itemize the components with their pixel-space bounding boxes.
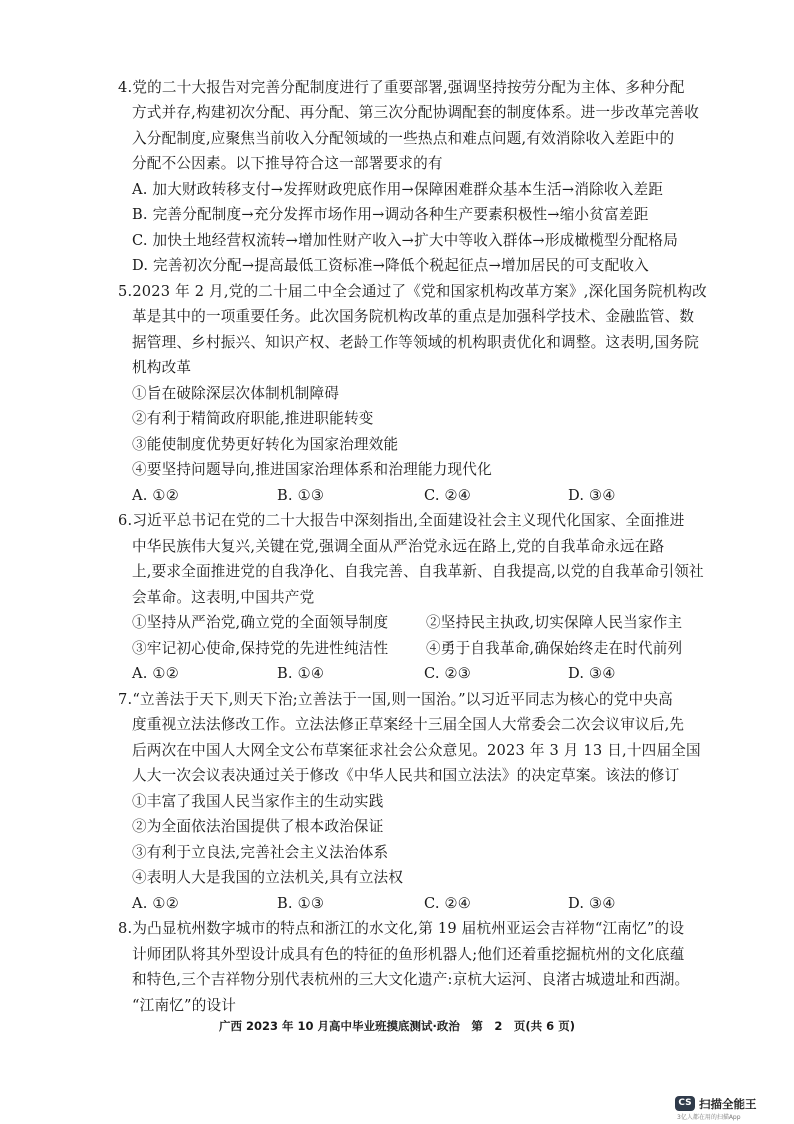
q6-statement-3: ③牢记初心使命,保持党的先进性纯洁性 (132, 640, 389, 657)
q7-statement-4: ④表明人大是我国的立法机关,具有立法权 (132, 869, 404, 886)
watermark-tagline: 3亿人都在用的扫描App (677, 1114, 741, 1121)
q5-stem-line: 据管理、乡村振兴、知识产权、老龄工作等领域的机构职责优化和调整。这表明,国务院 (132, 334, 700, 351)
q5-stem-line: 机构改革 (132, 359, 192, 376)
q5-statement-2: ②有利于精简政府职能,推进职能转变 (132, 410, 374, 427)
camscanner-logo-icon: CS (675, 1096, 695, 1111)
q6-stem-line: 上,要求全面推进党的自我净化、自我完善、自我革新、自我提高,以党的自我革命引领社 (132, 563, 704, 580)
q5-option-b: B. ①③ (277, 487, 325, 504)
q5-option-a: A. ①② (132, 487, 179, 504)
q7-option-a: A. ①② (132, 895, 179, 912)
q5-statement-3: ③能使制度优势更好转化为国家治理效能 (132, 436, 399, 453)
q6-stem-line: 中华民族伟大复兴,关键在党,强调全面从严治党永远在路上,党的自我革命永远在路 (132, 538, 665, 555)
q7-stem-line: 后两次在中国人大网全文公布草案征求社会公众意见。2023 年 3 月 13 日,十四届全国 (132, 742, 701, 759)
q6-stem-line: 6.习近平总书记在党的二十大报告中深刻指出,全面建设社会主义现代化国家、全面推进 (118, 512, 685, 529)
q7-option-b: B. ①③ (277, 895, 325, 912)
q5-option-d: D. ③④ (568, 487, 616, 504)
q5-statement-1: ①旨在破除深层次体制机制障碍 (132, 385, 340, 402)
q7-stem-line: 人大一次会议表决通过关于修改《中华人民共和国立法法》的决定草案。该法的修订 (132, 767, 680, 784)
q5-statement-4: ④要坚持问题导向,推进国家治理体系和治理能力现代化 (132, 461, 492, 478)
q7-statement-1: ①丰富了我国人民当家作主的生动实践 (132, 793, 384, 810)
scanner-watermark (675, 1096, 765, 1120)
q6-statement-1: ①坚持从严治党,确立党的全面领导制度 (132, 614, 389, 631)
page-footer: 广西 2023 年 10 月高中毕业班摸底测试·政治 第 2 页(共 6 页) (219, 1019, 575, 1033)
q8-stem-line: “江南忆”的设计 (132, 997, 237, 1014)
q4-option-c: C. 加快土地经营权流转→增加性财产收入→扩大中等收入群体→形成橄榄型分配格局 (132, 232, 679, 249)
q6-option-c: C. ②③ (424, 665, 472, 682)
q7-statement-2: ②为全面依法治国提供了根本政治保证 (132, 818, 384, 835)
q7-option-c: C. ②④ (424, 895, 472, 912)
q4-stem-line: 入分配制度,应聚焦当前收入分配领域的一些热点和难点问题,有效消除收入差距中的 (132, 130, 675, 147)
q4-option-a: A. 加大财政转移支付→发挥财政兜底作用→保障困难群众基本生活→消除收入差距 (132, 181, 664, 198)
q5-option-c: C. ②④ (424, 487, 472, 504)
q4-stem-line: 4.党的二十大报告对完善分配制度进行了重要部署,强调坚持按劳分配为主体、多种分配 (118, 79, 685, 96)
q6-option-a: A. ①② (132, 665, 179, 682)
watermark-app-name: 扫描全能王 (699, 1097, 757, 1111)
q6-option-d: D. ③④ (568, 665, 616, 682)
q7-stem-line: 7.“立善法于天下,则天下治;立善法于一国,则一国治。”以习近平同志为核心的党中央高 (118, 691, 673, 708)
q6-statement-2: ②坚持民主执政,切实保障人民当家作主 (426, 614, 683, 631)
q5-stem-line: 5.2023 年 2 月,党的二十届二中全会通过了《党和国家机构改革方案》,深化国务院机构改 (118, 283, 707, 300)
q7-stem-line: 度重视立法法修改工作。立法法修正草案经十三届全国人大常委会二次会议审议后,先 (132, 716, 685, 733)
q4-stem-line: 分配不公因素。以下推导符合这一部署要求的有 (132, 155, 443, 172)
q6-statement-4: ④勇于自我革命,确保始终走在时代前列 (426, 640, 683, 657)
q8-stem-line: 和特色,三个吉祥物分别代表杭州的三大文化遗产:京杭大运河、良渚古城遗址和西湖。 (132, 971, 690, 988)
q4-option-d: D. 完善初次分配→提高最低工资标准→降低个税起征点→增加居民的可支配收入 (132, 257, 649, 274)
q8-stem-line: 8.为凸显杭州数字城市的特点和浙江的水文化,第 19 届杭州亚运会吉祥物“江南忆”的设 (118, 920, 685, 937)
q8-stem-line: 计师团队将其外型设计成具有色的特征的鱼形机器人;他们还着重挖掘杭州的文化底蕴 (132, 946, 685, 963)
q7-option-d: D. ③④ (568, 895, 616, 912)
q6-option-b: B. ①④ (277, 665, 325, 682)
q7-statement-3: ③有利于立良法,完善社会主义法治体系 (132, 844, 389, 861)
q6-stem-line: 会革命。这表明,中国共产党 (132, 589, 315, 606)
q4-option-b: B. 完善分配制度→充分发挥市场作用→调动各种生产要素积极性→缩小贫富差距 (132, 206, 649, 223)
q4-stem-line: 方式并存,构建初次分配、再分配、第三次分配协调配套的制度体系。进一步改革完善收 (132, 104, 700, 121)
q5-stem-line: 革是其中的一项重要任务。此次国务院机构改革的重点是加强科学技术、金融监管、数 (132, 308, 695, 325)
